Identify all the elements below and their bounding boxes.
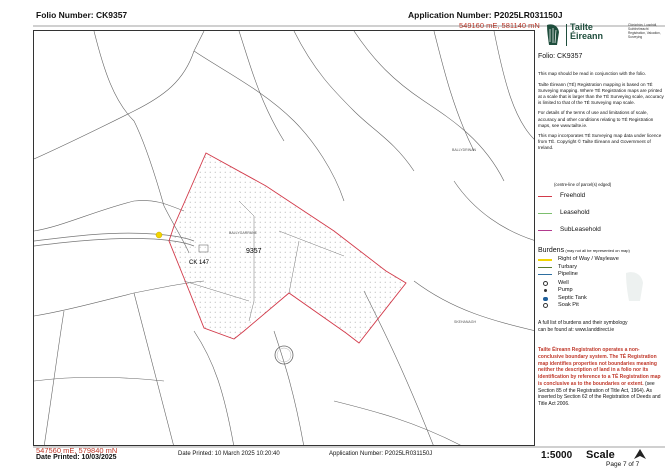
sidebar-para-4: This map incorporates TÉ Surveying map data under licence from TÉ. Copyright © Tailte Éireann and Government of Ireland.	[538, 132, 662, 151]
map-frame	[33, 30, 535, 446]
sidebar-para-1: This map should be read in conjunction with the folio.	[538, 71, 647, 77]
subleasehold-line-icon	[538, 230, 552, 231]
legend-subleasehold: SubLeasehold	[538, 226, 601, 235]
leasehold-line-icon	[538, 213, 552, 214]
info-sidebar	[538, 52, 666, 448]
legend-leasehold: Leasehold	[538, 209, 590, 218]
disclaimer: Tailte Éireann Registration operates a non-conclusive boundary system. The TÉ Registration map identifies properties not boundaries meaning neither the description of land in a folio nor its identification by reference to a TÉ Registration map is conclusive as to the boundaries or extent. (see Section 85 of the Registration of Title Act, 1964). As inserted by Section 62 of the Registration of Deeds and Title Act 2006.	[538, 347, 661, 407]
logo-line2: Éireann	[570, 31, 604, 41]
row-line-icon	[538, 259, 552, 261]
burden-septic-tank: Septic Tank	[538, 295, 587, 303]
pipeline-line-icon	[538, 274, 552, 275]
sidebar-para-3: For details of the terms of use and limitations of scale, accuracy and other conditions relating to TÉ Registration maps, see www.tailte.ie.	[538, 110, 654, 128]
burden-right-of-way: Right of Way / Wayleave	[538, 256, 619, 264]
freehold-parcel[interactable]	[169, 153, 406, 343]
map-scale: 1:5000	[541, 450, 573, 461]
logo-line1: Tailte	[570, 22, 593, 32]
townland-label-1: BALLYGARRANE	[229, 231, 257, 235]
folio-number-header: Folio Number: CK9357	[36, 10, 128, 20]
logo-subtitle: Clárúchán, Luacháil, Suirbhéireacht Registration, Valuation, Surveying	[628, 23, 661, 39]
harp-icon	[544, 23, 562, 47]
burden-turbary: Turbary	[538, 264, 577, 272]
townland-label-3: SKEHANAGH	[454, 320, 476, 324]
north-arrow-icon	[630, 447, 650, 461]
top-right-coordinates: 549160 mE, 581140 mN	[459, 21, 540, 30]
townland-label-2: BALLYDRINAN	[452, 148, 477, 152]
soak-pit-icon	[543, 303, 548, 308]
burden-soak-pit: Soak Pit	[538, 302, 579, 310]
parcel-edge-note: (centre-line of parcel(s) edged)	[554, 182, 612, 187]
legend-freehold: Freehold	[538, 192, 585, 201]
burdens-heading: Burdens (may not all be represented on map)	[538, 247, 630, 254]
bottom-left-coordinates: 547560 mE, 579840 mN	[36, 446, 118, 455]
tailte-eireann-logo	[540, 23, 665, 47]
well-circle-icon	[543, 281, 548, 286]
date-printed-full: Date Printed: 10 March 2025 10:20:40	[178, 451, 280, 457]
registration-map	[34, 31, 535, 446]
sidebar-folio: Folio: CK9357	[538, 53, 583, 60]
plot-ref-label: CK 147	[189, 260, 210, 266]
burden-pump: Pump	[538, 287, 573, 295]
burdens-full-list: A full list of burdens and their symbology can be found at: www.landdirect.ie	[538, 320, 628, 333]
right-of-way-marker	[156, 232, 162, 238]
burden-pipeline: Pipeline	[538, 271, 578, 279]
application-number-header: Application Number: P2025LR031150J	[408, 10, 563, 20]
freehold-line-icon	[538, 196, 552, 197]
harp-watermark-icon	[622, 270, 648, 304]
plot-number-label: 9357	[246, 248, 262, 255]
page-number: Page 7 of 7	[606, 461, 640, 468]
burden-well: Well	[538, 280, 569, 288]
sidebar-para-2: Tailte Éireann (TÉ) Registration mapping is based on TÉ Surveying mapping. Where TÉ Registration maps are printed at a scale that is larger than the TÉ Surveying scale, accuracy is limited to that of the TÉ Surveying map scale.	[538, 81, 664, 106]
turbary-line-icon	[538, 267, 552, 268]
septic-tank-icon	[543, 297, 548, 301]
footer-application-number: Application Number: P2025LR031150J	[329, 451, 433, 457]
date-printed-short: Date Printed: 10/03/2025	[36, 454, 117, 461]
pump-dot-icon	[544, 289, 547, 292]
scale-word: Scale	[586, 449, 615, 461]
